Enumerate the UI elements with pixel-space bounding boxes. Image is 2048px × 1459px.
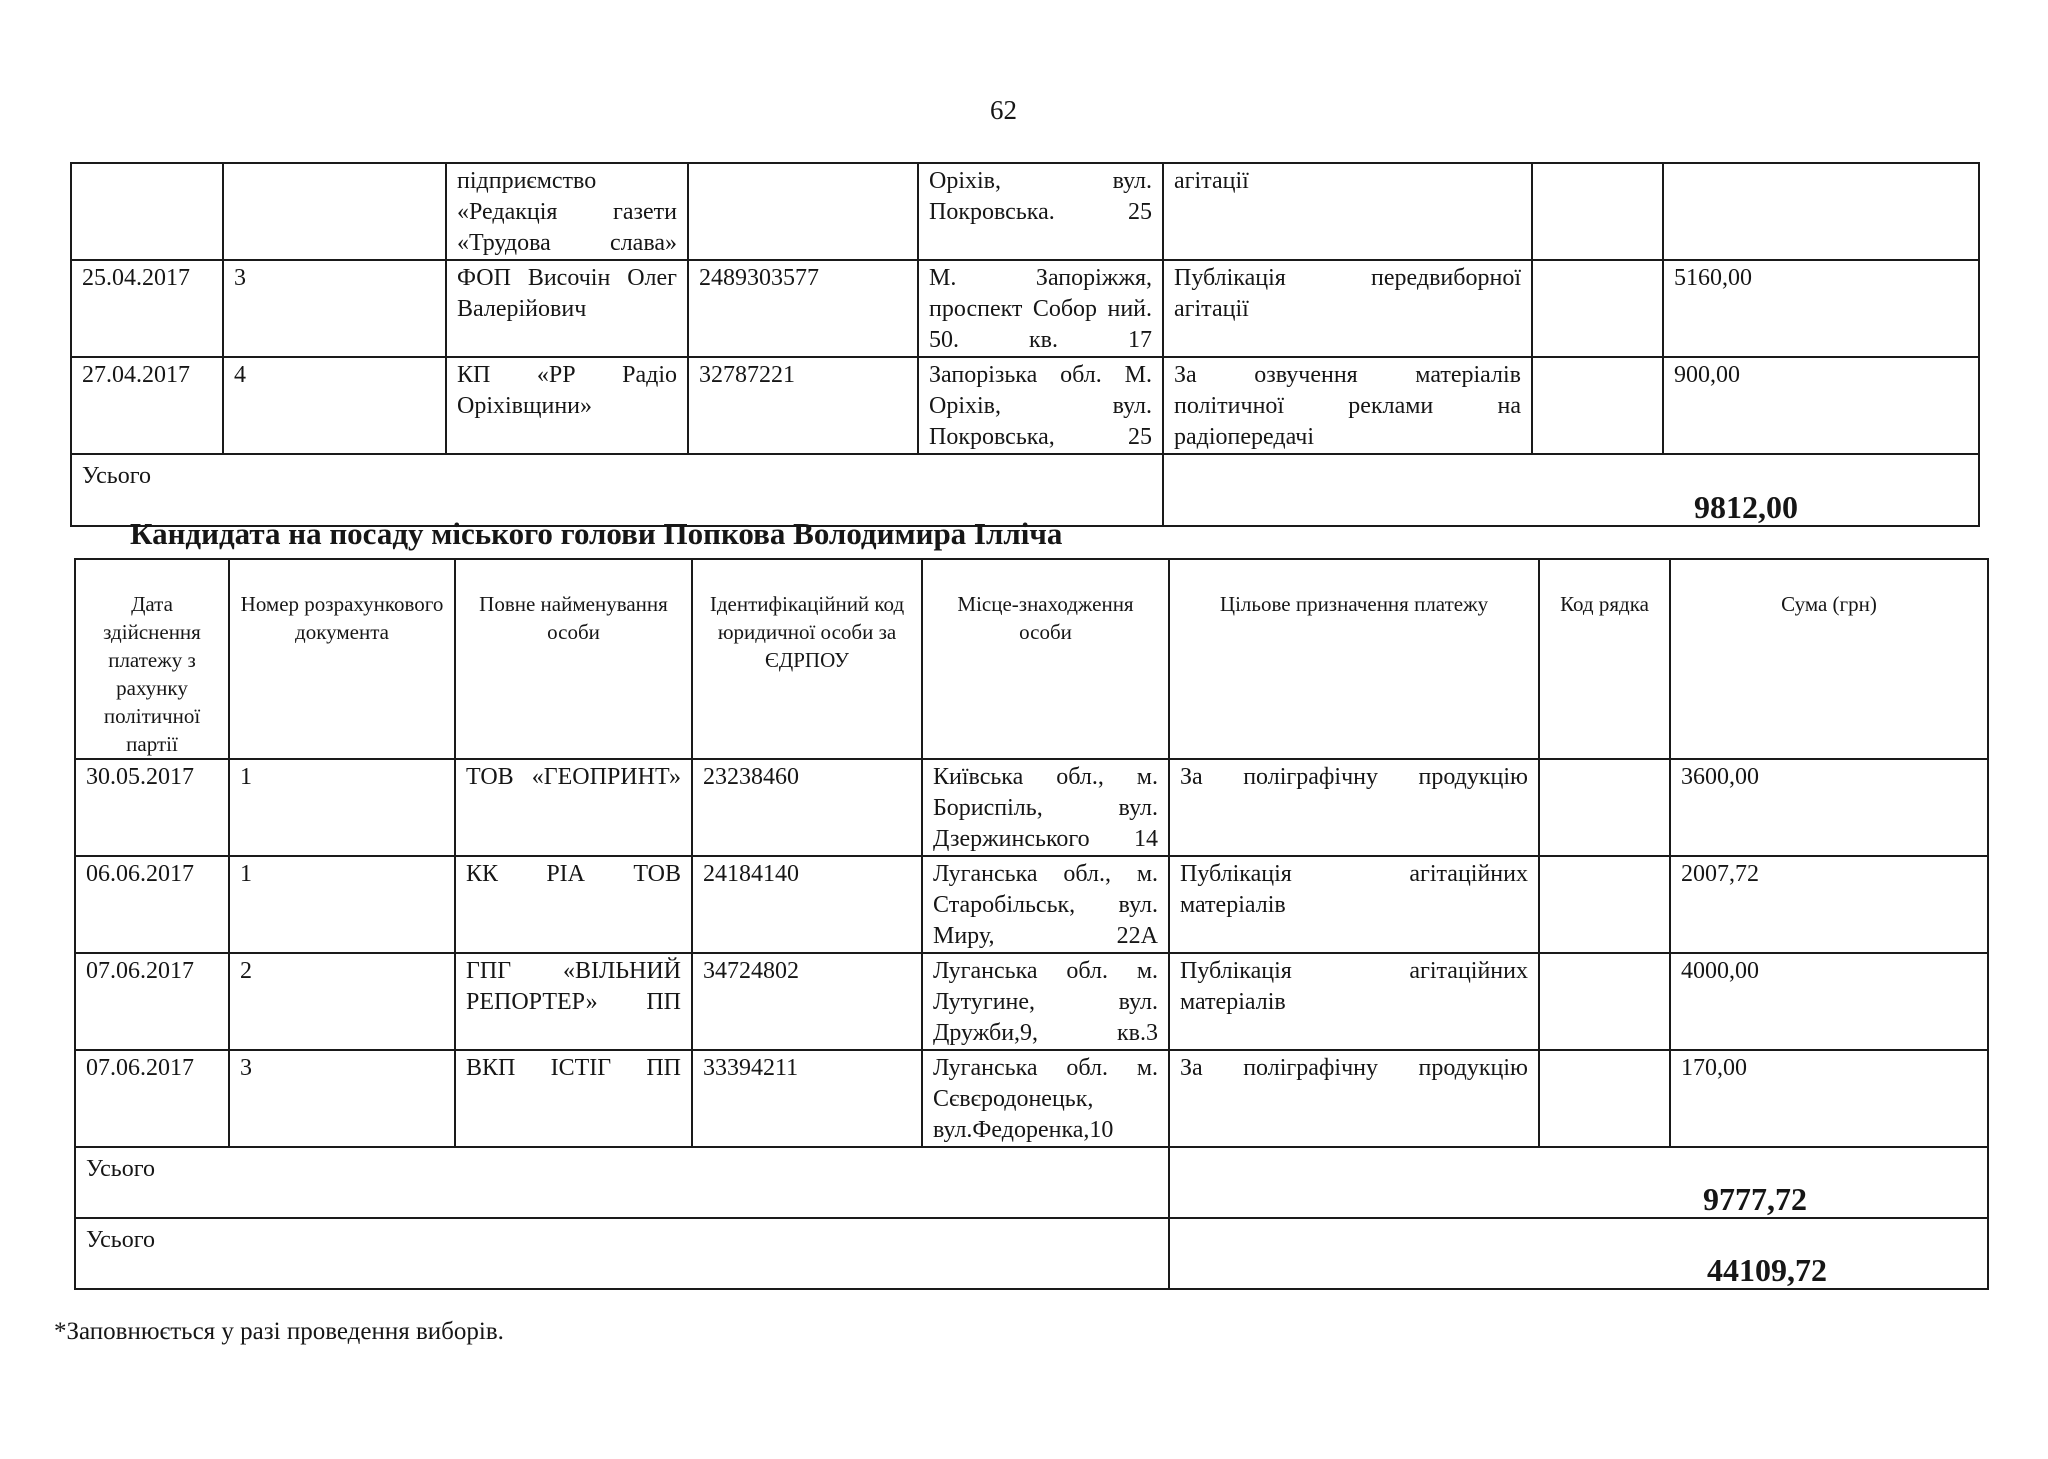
cell-name: КК РІА ТОВ xyxy=(455,856,692,953)
cell-date: 27.04.2017 xyxy=(71,357,223,454)
cell-document-number: 4 xyxy=(223,357,446,454)
subtotal-label: Усього xyxy=(75,1147,1169,1218)
cell-purpose: Публікація агітаційних матеріалів xyxy=(1169,856,1539,953)
table-row xyxy=(71,163,1979,260)
cell-document-number xyxy=(223,163,446,260)
cell-location: Запорізька обл. М. Оріхів, вул. Покровська, 25 xyxy=(918,357,1163,454)
cell-edrpou-code: 24184140 xyxy=(692,856,922,953)
grand-total-label: Усього xyxy=(75,1218,1169,1289)
header-document-number: Номер розрахункового документа xyxy=(229,559,455,759)
cell-location: М. Запоріжжя, проспект Собор ний. 50. кв. 17 xyxy=(918,260,1163,357)
header-location: Місце-знаходження особи xyxy=(922,559,1169,759)
cell-document-number: 2 xyxy=(229,953,455,1050)
cell-date xyxy=(71,163,223,260)
cell-location: Луганська обл., м. Старобільськ, вул. Миру, 22А xyxy=(922,856,1169,953)
table-row xyxy=(75,953,1988,1050)
cell-purpose: За поліграфічну продукцію xyxy=(1169,759,1539,856)
cell-date: 07.06.2017 xyxy=(75,1050,229,1147)
header-purpose: Цільове призначення платежу xyxy=(1169,559,1539,759)
header-date: Дата здійснення платежу з рахунку політичної партії xyxy=(75,559,229,759)
cell-name: ФОП Височін Олег Валерійович xyxy=(446,260,688,357)
cell-document-number: 1 xyxy=(229,759,455,856)
footnote: *Заповнюється у разі проведення виборів. xyxy=(54,1318,504,1345)
candidate-expenses-table xyxy=(74,558,1989,1290)
section-title: Кандидата на посаду міського голови Попкова Володимира Ілліча xyxy=(130,516,1063,551)
page-number: 62 xyxy=(990,95,1017,125)
cell-line-code xyxy=(1539,856,1670,953)
cell-sum: 2007,72 xyxy=(1670,856,1988,953)
table-row xyxy=(75,856,1988,953)
cell-location: Луганська обл. м. Сєвєродонецьк, вул.Федоренка,10 xyxy=(922,1050,1169,1147)
cell-name: КП «РР Радіо Оріхівщини» xyxy=(446,357,688,454)
cell-sum xyxy=(1663,163,1979,260)
header-edrpou-code: Ідентифікаційний код юридичної особи за ЄДРПОУ xyxy=(692,559,922,759)
cell-line-code xyxy=(1532,163,1663,260)
cell-line-code xyxy=(1532,260,1663,357)
total-label: Усього xyxy=(71,454,1163,526)
header-sum: Сума (грн) xyxy=(1670,559,1988,759)
cell-name: ГПГ «ВІЛЬНИЙ РЕПОРТЕР» ПП xyxy=(455,953,692,1050)
cell-edrpou-code: 23238460 xyxy=(692,759,922,856)
subtotal-row xyxy=(75,1147,1988,1218)
cell-location: Оріхів, вул. Покровська. 25 xyxy=(918,163,1163,260)
cell-document-number: 1 xyxy=(229,856,455,953)
subtotal-value: 9777,72 xyxy=(1169,1147,1988,1218)
cell-document-number: 3 xyxy=(229,1050,455,1147)
cell-purpose: агітації xyxy=(1163,163,1532,260)
cell-date: 25.04.2017 xyxy=(71,260,223,357)
cell-sum: 170,00 xyxy=(1670,1050,1988,1147)
cell-sum: 5160,00 xyxy=(1663,260,1979,357)
cell-edrpou-code: 34724802 xyxy=(692,953,922,1050)
cell-purpose: Публікація передвиборної агітації xyxy=(1163,260,1532,357)
cell-date: 07.06.2017 xyxy=(75,953,229,1050)
cell-name: ТОВ «ГЕОПРИНТ» xyxy=(455,759,692,856)
grand-total-value: 44109,72 xyxy=(1169,1218,1988,1289)
grand-total-row xyxy=(75,1218,1988,1289)
cell-line-code xyxy=(1539,759,1670,856)
cell-date: 30.05.2017 xyxy=(75,759,229,856)
cell-sum: 3600,00 xyxy=(1670,759,1988,856)
cell-document-number: 3 xyxy=(223,260,446,357)
header-name: Повне найменування особи xyxy=(455,559,692,759)
table-row xyxy=(71,260,1979,357)
header-line-code: Код рядка xyxy=(1539,559,1670,759)
cell-line-code xyxy=(1532,357,1663,454)
cell-purpose: Публікація агітаційних матеріалів xyxy=(1169,953,1539,1050)
cell-sum: 900,00 xyxy=(1663,357,1979,454)
cell-line-code xyxy=(1539,1050,1670,1147)
cell-edrpou-code: 2489303577 xyxy=(688,260,918,357)
cell-date: 06.06.2017 xyxy=(75,856,229,953)
cell-purpose: За поліграфічну продукцію xyxy=(1169,1050,1539,1147)
cell-edrpou-code: 32787221 xyxy=(688,357,918,454)
table-row xyxy=(75,759,1988,856)
cell-line-code xyxy=(1539,953,1670,1050)
cell-sum: 4000,00 xyxy=(1670,953,1988,1050)
cell-edrpou-code: 33394211 xyxy=(692,1050,922,1147)
cell-edrpou-code xyxy=(688,163,918,260)
table-row xyxy=(75,1050,1988,1147)
expenses-table-continued xyxy=(70,162,1980,527)
total-value: 9812,00 xyxy=(1163,454,1979,526)
cell-name: ВКП ІСТІГ ПП xyxy=(455,1050,692,1147)
cell-location: Луганська обл. м. Лутугине, вул. Дружби,9, кв.3 xyxy=(922,953,1169,1050)
cell-location: Київська обл., м. Бориспіль, вул. Дзержинського 14 xyxy=(922,759,1169,856)
table-row xyxy=(71,357,1979,454)
cell-purpose: За озвучення матеріалів політичної реклами на радіопередачі xyxy=(1163,357,1532,454)
cell-name: підприємство «Редакція газети «Трудова слава» xyxy=(446,163,688,260)
header-row xyxy=(75,559,1988,759)
